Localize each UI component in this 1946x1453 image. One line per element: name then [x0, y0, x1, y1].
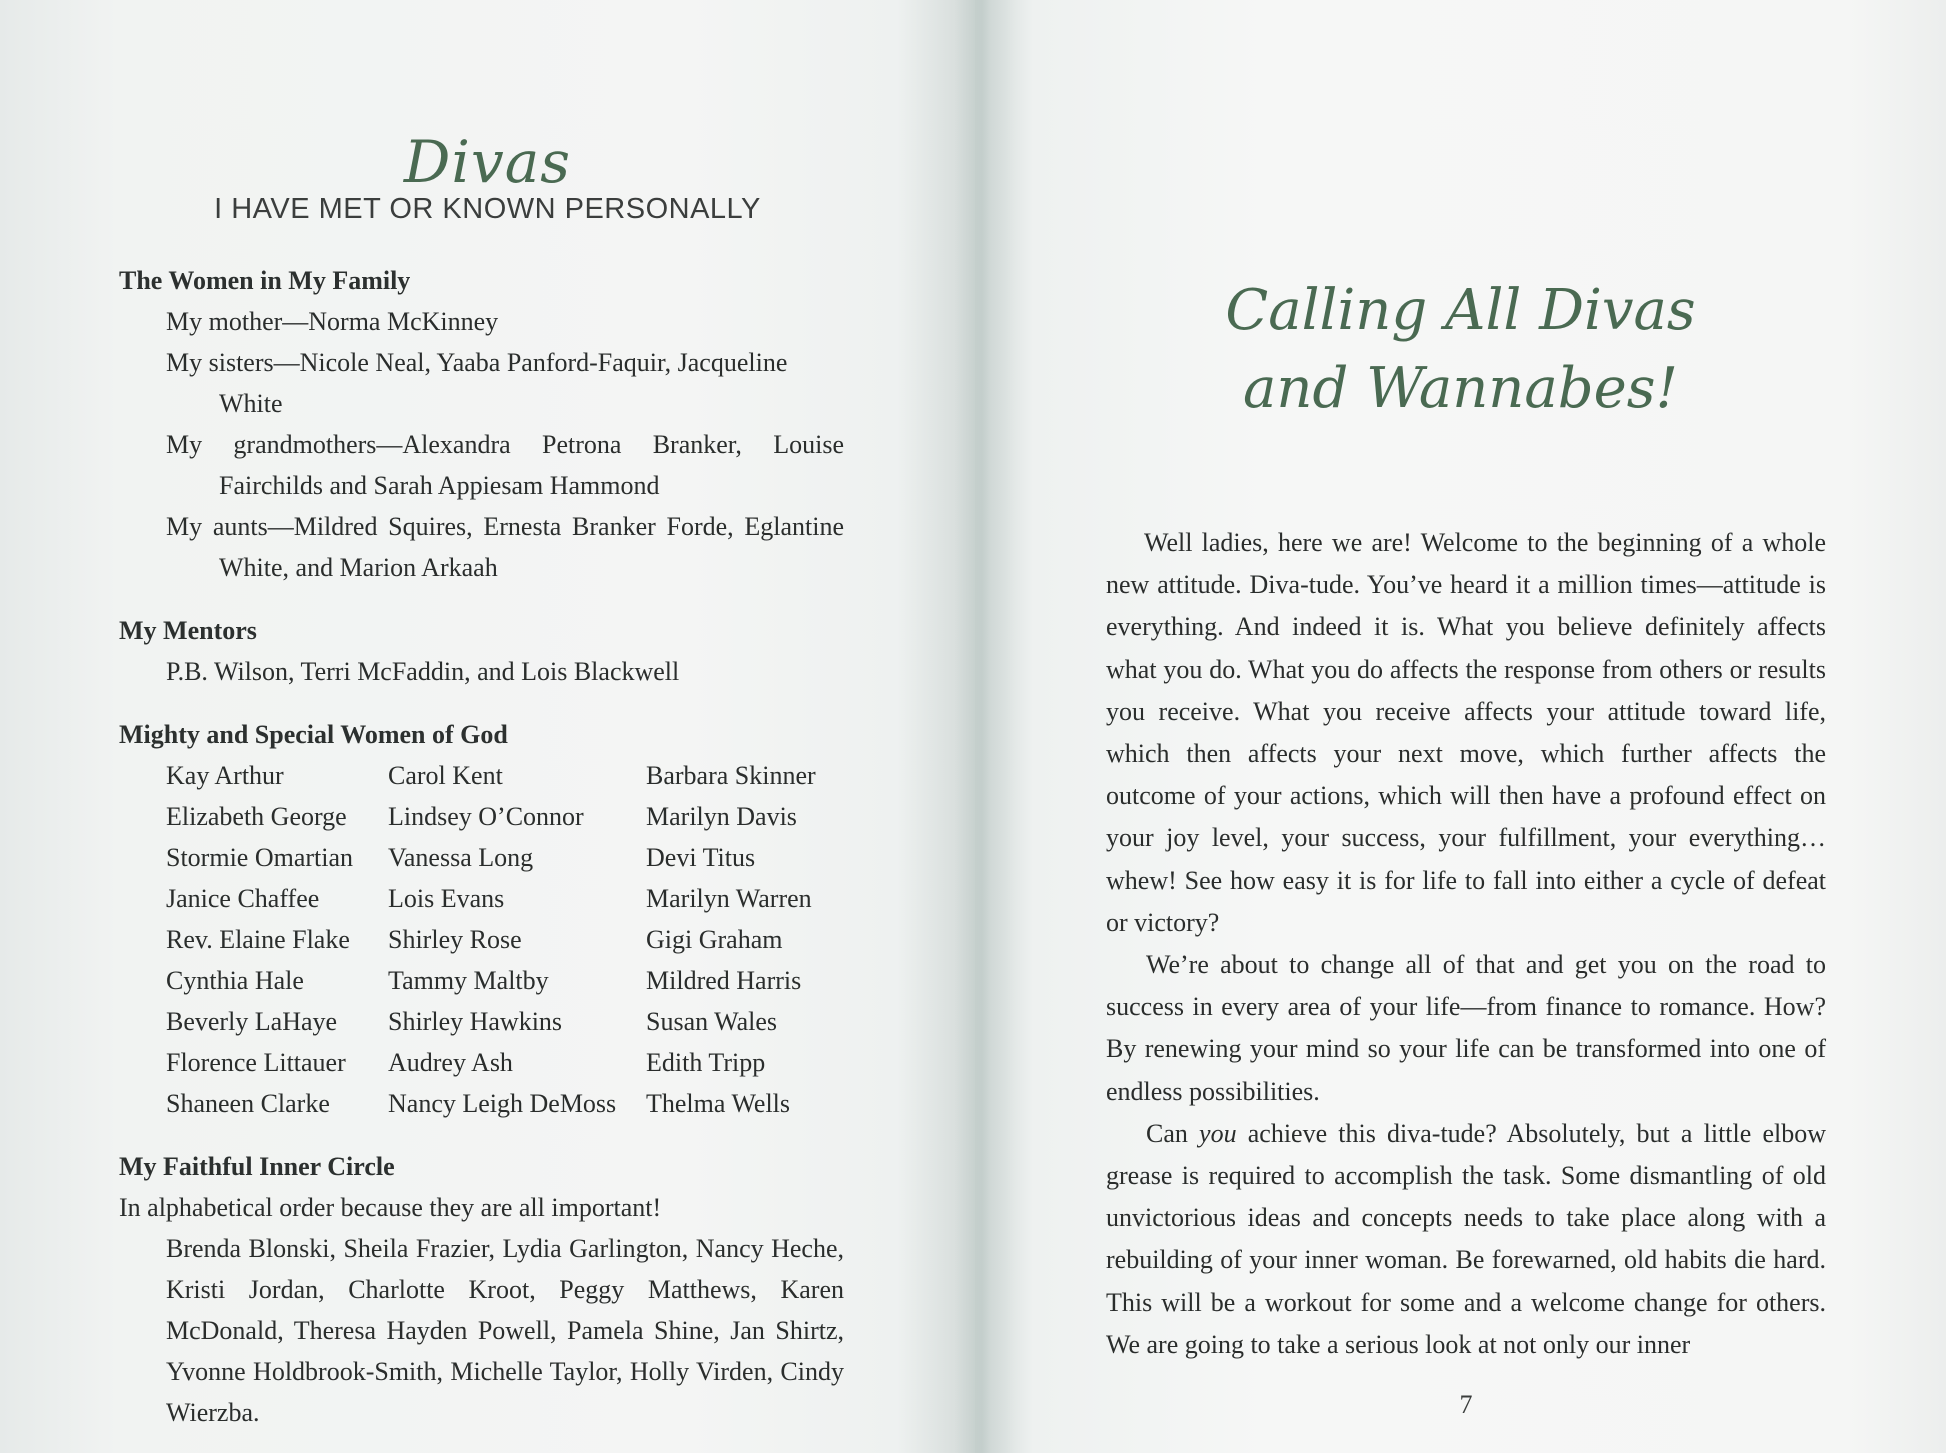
- chapter-title: [975, 272, 1946, 428]
- body-paragraph-2: We’re about to change all of that and get you on the road to success in every area of your life—from finance to romance. How? By renewing your mind so your life can be transformed into one of endless possibilities.: [1106, 950, 1826, 1106]
- list-item: Marilyn Davis: [646, 802, 797, 831]
- list-item: Janice Chaffee: [166, 884, 320, 913]
- page-number: 7: [1459, 1390, 1473, 1419]
- list-item: Carol Kent: [388, 761, 503, 790]
- list-item: Elizabeth George: [166, 802, 347, 831]
- family-grandmothers: My grandmothers—Alexandra Petrona Branker, Louise Fairchilds and Sarah Appiesam Hammond: [166, 430, 844, 500]
- list-item: Gigi Graham: [646, 925, 783, 954]
- inner-circle-names: Brenda Blonski, Sheila Frazier, Lydia Garlington, Nancy Heche, Kristi Jordan, Charlotte Kroot, Peggy Matthews, Karen McDonald, Theresa Hayden Powell, Pamela Shine, Jan Shirtz, Yvonne Holdbrook-Smith, Michelle Taylor, Holly Virden, Cindy Wierzba.: [166, 1234, 844, 1427]
- list-item: Kay Arthur: [166, 761, 284, 790]
- family-aunts: My aunts—Mildred Squires, Ernesta Branker Forde, Eglantine White, and Marion Arkaah: [166, 512, 844, 582]
- divas-subtitle: I HAVE MET OR KNOWN PERSONALLY: [214, 193, 761, 225]
- list-item: Beverly LaHaye: [166, 1007, 338, 1036]
- para3-start: Can: [1146, 1118, 1200, 1148]
- list-item: Rev. Elaine Flake: [166, 925, 350, 954]
- para3-end: achieve this diva-tude? Absolutely, but a little elbow grease is required to accomplish the task. Some dismantling of old unvictorious ideas and concepts needs to take place along with a rebuilding of your inner woman. Be forewarned, old habits die hard. This will be a workout for some and a welcome change for others. We are going to take a serious look at not only our inner: [1106, 1118, 1826, 1359]
- list-item: Lois Evans: [388, 884, 505, 913]
- left-content: [119, 260, 844, 1433]
- list-item: Mildred Harris: [646, 966, 802, 995]
- list-item: Cynthia Hale: [166, 966, 304, 995]
- list-item: Susan Wales: [646, 1007, 778, 1036]
- list-item: Tammy Maltby: [388, 966, 549, 995]
- list-item: Marilyn Warren: [646, 884, 812, 913]
- list-item: Florence Littauer: [166, 1048, 346, 1077]
- book-gutter: [955, 0, 1015, 1453]
- list-item: Stormie Omartian: [166, 843, 354, 872]
- body-paragraph-3: [1106, 1113, 1826, 1366]
- family-heading: The Women in My Family: [119, 266, 411, 295]
- list-item: Lindsey O’Connor: [388, 802, 584, 831]
- inner-circle-heading: My Faithful Inner Circle: [119, 1152, 395, 1181]
- list-item: Audrey Ash: [388, 1048, 513, 1077]
- mentors-heading: My Mentors: [119, 616, 257, 645]
- chapter-title-line-1: Calling All Divas: [1225, 278, 1696, 343]
- list-item: Barbara Skinner: [646, 761, 816, 790]
- list-item: Shirley Rose: [388, 925, 522, 954]
- body-paragraph-1: Well ladies, here we are! Welcome to the beginning of a whole new attitude. Diva-tude. You’ve heard it a million times—attitude is everything. And indeed it is. What you believe definitely affects what you do. What you do affects the response from others or results you receive. What you receive affects your attitude toward life, which then affects your next move, which further affects the outcome of your actions, which will then have a profound effect on your joy level, your success, your fulfillment, your everything… whew! See how easy it is for life to fall into either a cycle of defeat or victory?: [1106, 528, 1826, 937]
- list-item: Vanessa Long: [388, 843, 534, 872]
- chapter-title-line-2: and Wannabes!: [1243, 356, 1678, 421]
- family-sisters: My sisters—Nicole Neal, Yaaba Panford-Faquir, Jacqueline White: [166, 348, 788, 418]
- list-item: Shaneen Clarke: [166, 1089, 330, 1118]
- divas-script-title: Divas: [403, 128, 572, 196]
- list-item: Nancy Leigh DeMoss: [388, 1089, 617, 1118]
- list-item: Edith Tripp: [646, 1048, 766, 1077]
- mighty-names-grid: [119, 755, 844, 1124]
- list-item: Shirley Hawkins: [388, 1007, 563, 1036]
- chapter-body: [1106, 522, 1826, 1366]
- mighty-heading: Mighty and Special Women of God: [119, 720, 508, 749]
- mentors-names: P.B. Wilson, Terri McFaddin, and Lois Blackwell: [166, 657, 680, 686]
- inner-circle-note: In alphabetical order because they are all important!: [119, 1193, 662, 1222]
- para3-emphasis: you: [1199, 1118, 1237, 1148]
- family-mother: My mother—Norma McKinney: [166, 307, 499, 336]
- list-item: Thelma Wells: [646, 1089, 791, 1118]
- list-item: Devi Titus: [646, 843, 756, 872]
